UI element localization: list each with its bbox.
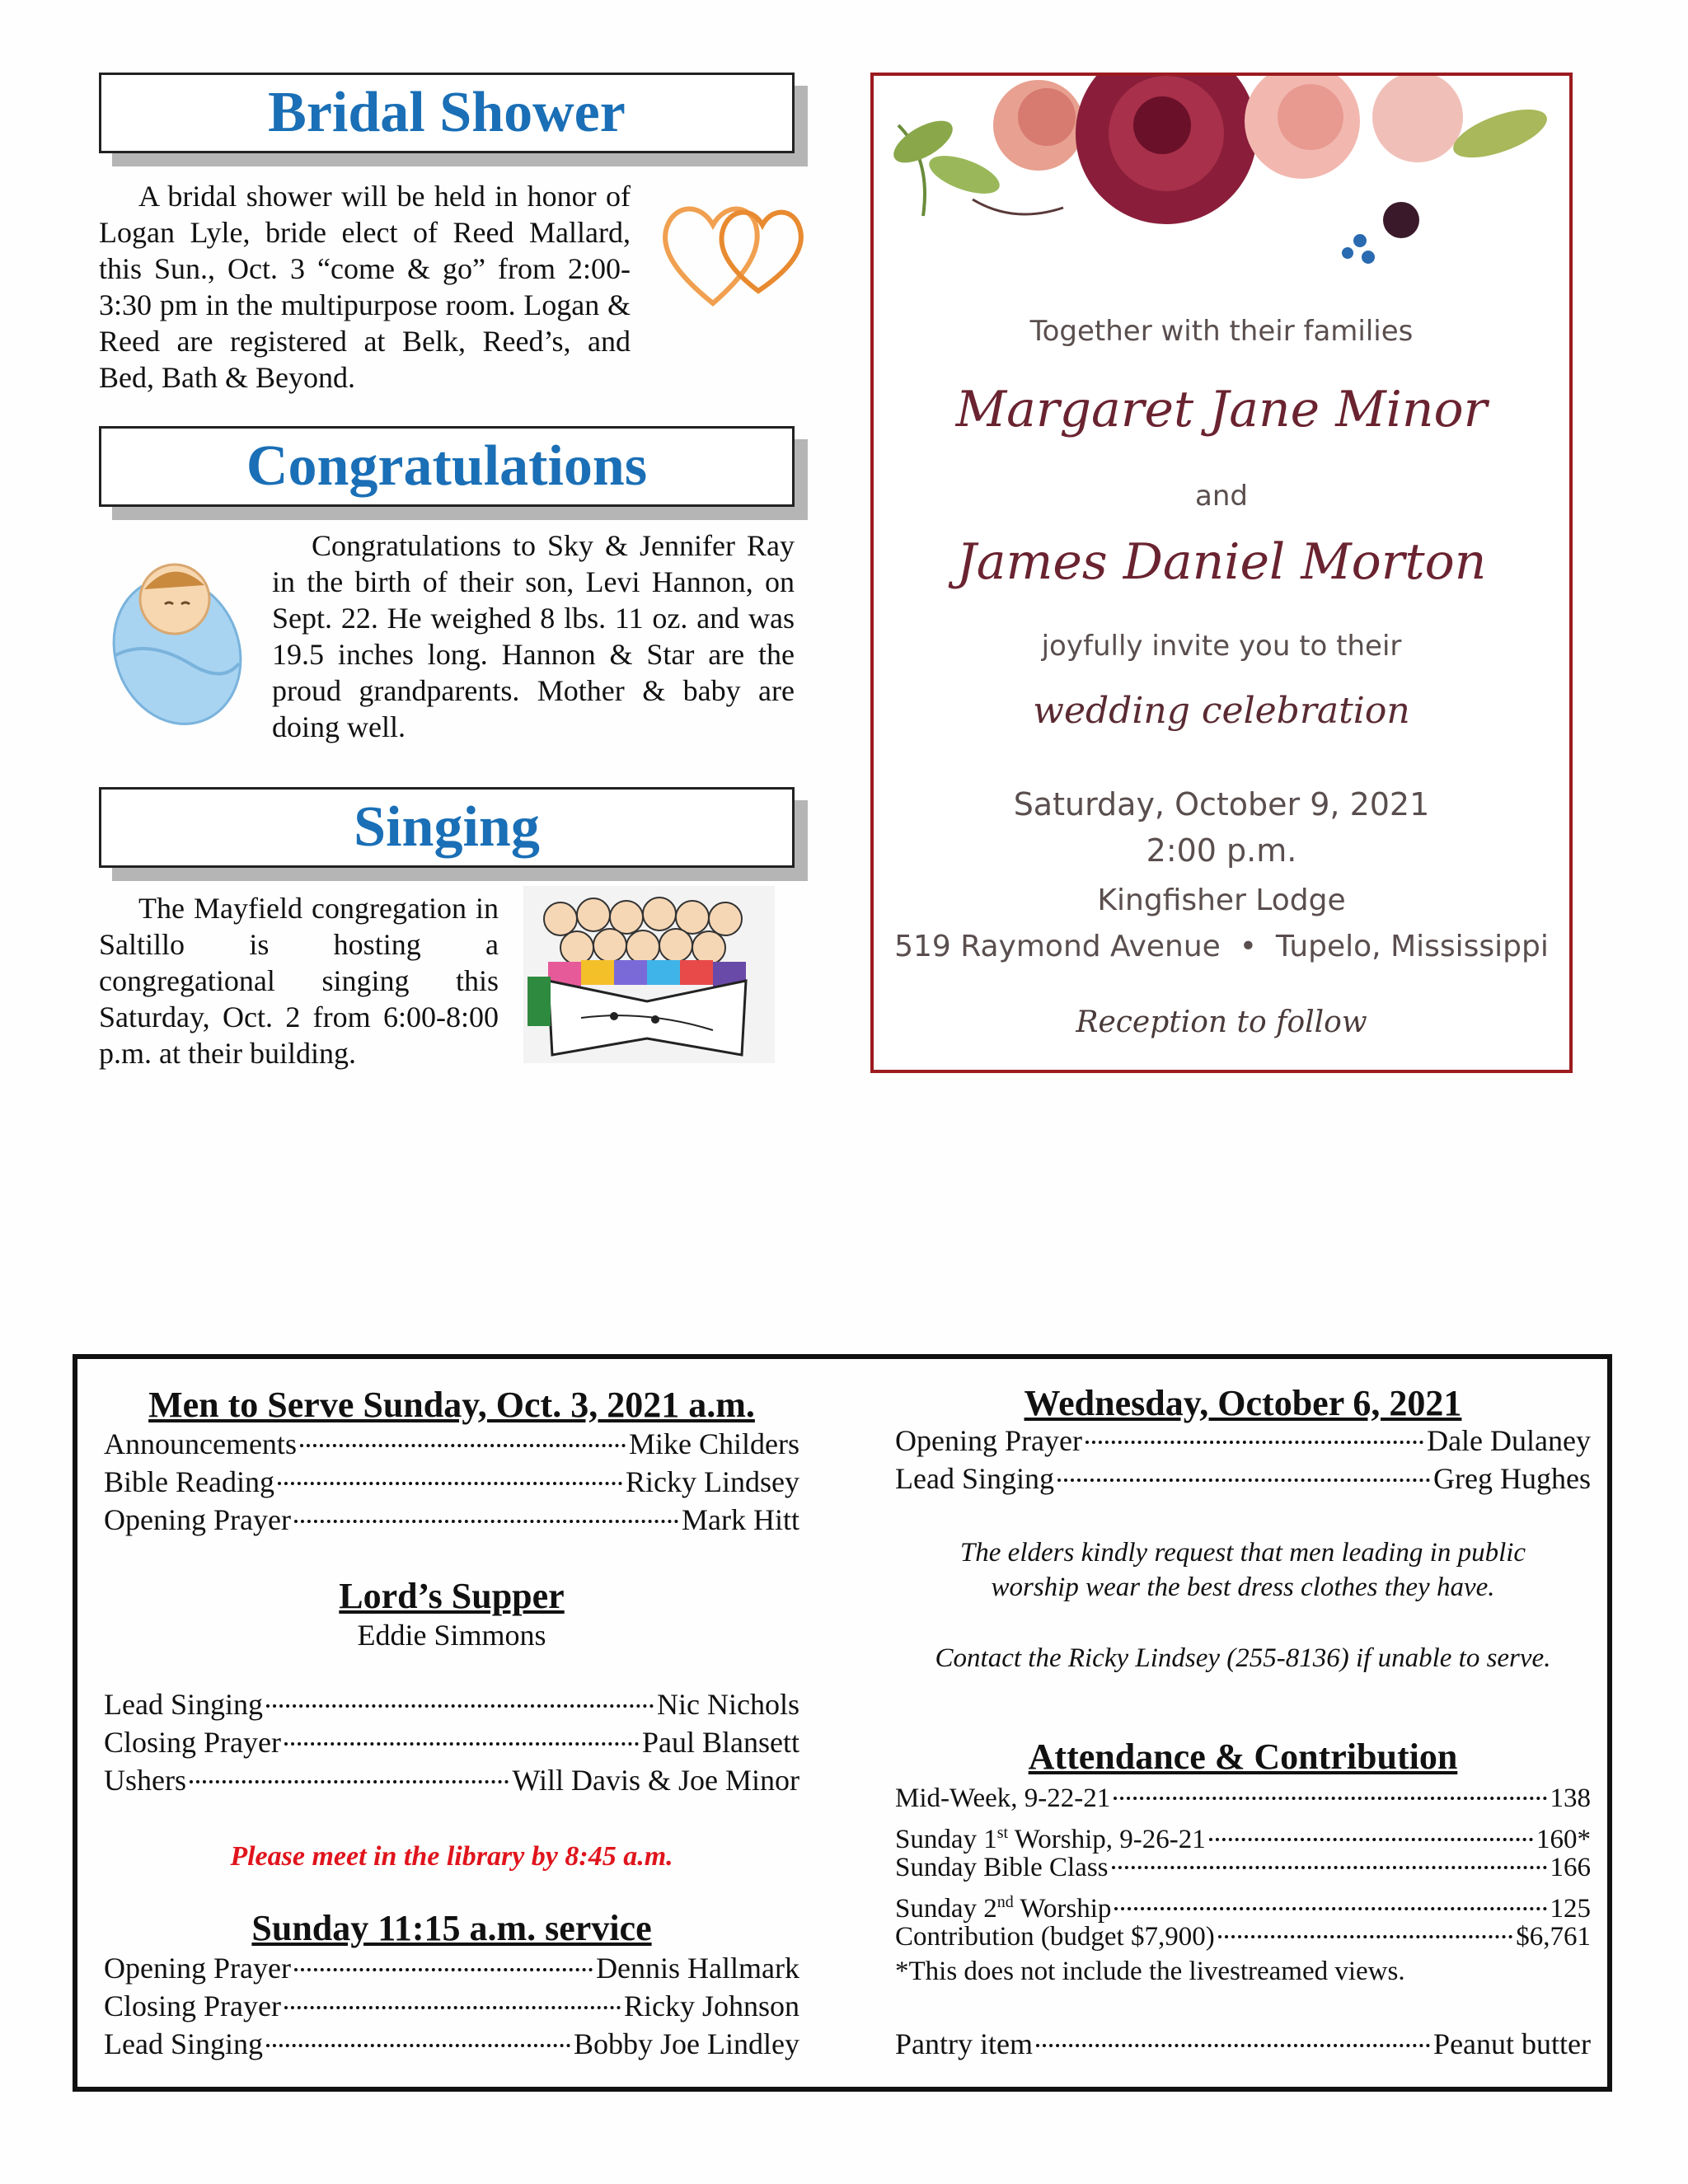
row-value: Ricky Johnson xyxy=(623,1990,799,2022)
row-value: Mark Hitt xyxy=(682,1503,799,1536)
bridal-shower-title: Bridal Shower xyxy=(268,81,626,144)
library-note: Please meet in the library by 8:45 a.m. xyxy=(230,1841,673,1872)
attendance-footnote: *This does not include the livestreamed views. xyxy=(895,1957,1405,1986)
serve-row xyxy=(104,1949,799,1987)
contact-note: Contact the Ricky Lindsey (255-8136) if unable to serve. xyxy=(935,1643,1551,1673)
row-value: Ricky Lindsey xyxy=(626,1465,799,1498)
row-label: Sunday 1st Worship, 9-26-21 xyxy=(895,1824,1206,1854)
row-label: Sunday Bible Class xyxy=(895,1853,1109,1882)
baby-icon xyxy=(99,540,256,729)
serve-row xyxy=(104,1501,799,1539)
elders-note: The elders kindly request that men leading in public worship wear the best dress clothes they have. xyxy=(959,1538,1526,1602)
row-value: Peanut butter xyxy=(1433,2027,1591,2060)
row-value: Paul Blansett xyxy=(642,1726,799,1759)
lords-supper-name: Eddie Simmons xyxy=(357,1619,546,1652)
row-label: Announcements xyxy=(104,1427,297,1460)
row-label: Bible Reading xyxy=(104,1465,274,1498)
invite-bride-name: Margaret Jane Minor xyxy=(955,381,1488,438)
serve-row xyxy=(104,1685,799,1723)
row-label: Lead Singing xyxy=(895,1462,1054,1495)
row-value: Bobby Joe Lindley xyxy=(574,2027,799,2060)
choir-icon xyxy=(523,886,775,1063)
hearts-icon xyxy=(655,188,816,312)
serve-row xyxy=(104,1425,799,1463)
congratulations-header xyxy=(99,426,795,507)
serve-row xyxy=(104,1723,799,1761)
congratulations-title: Congratulations xyxy=(246,434,648,498)
row-value: 125 xyxy=(1550,1894,1591,1924)
wednesday-row xyxy=(895,1422,1591,1460)
service-title: Sunday 11:15 a.m. service xyxy=(251,1908,652,1948)
row-label: Pantry item xyxy=(895,2027,1033,2060)
wedding-invitation xyxy=(870,73,1573,1073)
congratulations-text: Congratulations to Sky & Jennifer Ray in the birth of their son, Levi Hannon, on Sept. 22. He weighed 8 lbs. 11 oz. and was 19.5 inches long. Hannon & Star are the proud grandparents. Mother & baby are doing well. xyxy=(272,529,795,743)
row-value: Nic Nichols xyxy=(657,1688,799,1721)
wednesday-row xyxy=(895,1460,1591,1497)
attendance-row xyxy=(895,1919,1591,1954)
row-value: Dale Dulaney xyxy=(1427,1424,1591,1457)
bridal-shower-text: A bridal shower will be held in honor of Logan Lyle, bride elect of Reed Mallard, this Sun., Oct. 3 “come & go” from 2:00-3:30 pm in the multipurpose room. Logan & Reed are registered at Belk, Reed’s, and Bed, Bath & Beyond. xyxy=(99,180,631,394)
row-value: $6,761 xyxy=(1516,1922,1591,1952)
attendance-row xyxy=(895,1781,1591,1816)
invite-venue: Kingfisher Lodge xyxy=(1097,883,1346,917)
row-value: 166 xyxy=(1550,1853,1591,1882)
row-value: Dennis Hallmark xyxy=(596,1952,799,1985)
row-value: Will Davis & Joe Minor xyxy=(512,1764,799,1797)
invite-wedding-celebration: wedding celebration xyxy=(1033,690,1410,732)
singing-text: The Mayfield congregation in Saltillo is hosting a congregational singing this Saturday, Oct. 2 from 6:00-8:00 p.m. at their building. xyxy=(99,892,499,1070)
serve-row xyxy=(104,1463,799,1501)
wednesday-title: Wednesday, October 6, 2021 xyxy=(1024,1383,1462,1423)
row-label: Sunday 2nd Worship xyxy=(895,1893,1112,1924)
row-value: 160* xyxy=(1536,1825,1591,1854)
row-value: Mike Childers xyxy=(629,1427,799,1460)
row-label: Closing Prayer xyxy=(104,1990,281,2022)
invite-groom-name: James Daniel Morton xyxy=(956,533,1487,591)
row-label: Mid-Week, 9-22-21 xyxy=(895,1783,1111,1813)
attendance-title: Attendance & Contribution xyxy=(1028,1736,1458,1777)
attendance-row xyxy=(895,1850,1591,1885)
invite-reception: Reception to follow xyxy=(1076,1005,1367,1039)
serve-title: Men to Serve Sunday, Oct. 3, 2021 a.m. xyxy=(148,1385,755,1425)
row-label: Opening Prayer xyxy=(104,1503,291,1536)
invite-date: Saturday, October 9, 2021 xyxy=(1013,786,1430,823)
invite-families: Together with their families xyxy=(1029,315,1414,348)
row-label: Lead Singing xyxy=(104,1688,263,1721)
serve-row xyxy=(104,1987,799,2025)
lords-supper-title: Lord’s Supper xyxy=(339,1576,565,1616)
floral-decoration xyxy=(874,76,1569,290)
bridal-shower-header xyxy=(99,73,795,153)
row-label: Opening Prayer xyxy=(104,1952,291,1985)
bridal-shower-text-top xyxy=(99,178,631,396)
serve-row xyxy=(104,2025,799,2063)
singing-header xyxy=(99,787,795,868)
row-label: Closing Prayer xyxy=(104,1726,281,1759)
serve-row xyxy=(104,1761,799,1799)
congratulations-text-block xyxy=(272,527,795,745)
row-label: Contribution (budget $7,900) xyxy=(895,1922,1215,1952)
row-value: Greg Hughes xyxy=(1433,1462,1591,1495)
row-label: Lead Singing xyxy=(104,2027,263,2060)
invite-time: 2:00 p.m. xyxy=(1146,832,1297,869)
singing-title: Singing xyxy=(354,795,540,859)
pantry-row xyxy=(895,2025,1591,2063)
invite-and: and xyxy=(1195,480,1248,513)
row-label: Ushers xyxy=(104,1764,186,1797)
invite-address: 519 Raymond Avenue • Tupelo, Mississippi xyxy=(894,930,1549,963)
singing-text-block xyxy=(99,890,499,1071)
row-value: 138 xyxy=(1550,1783,1591,1813)
schedule-box xyxy=(73,1354,1612,2092)
invite-joyfully: joyfully invite you to their xyxy=(1041,630,1402,663)
row-label: Opening Prayer xyxy=(895,1424,1082,1457)
